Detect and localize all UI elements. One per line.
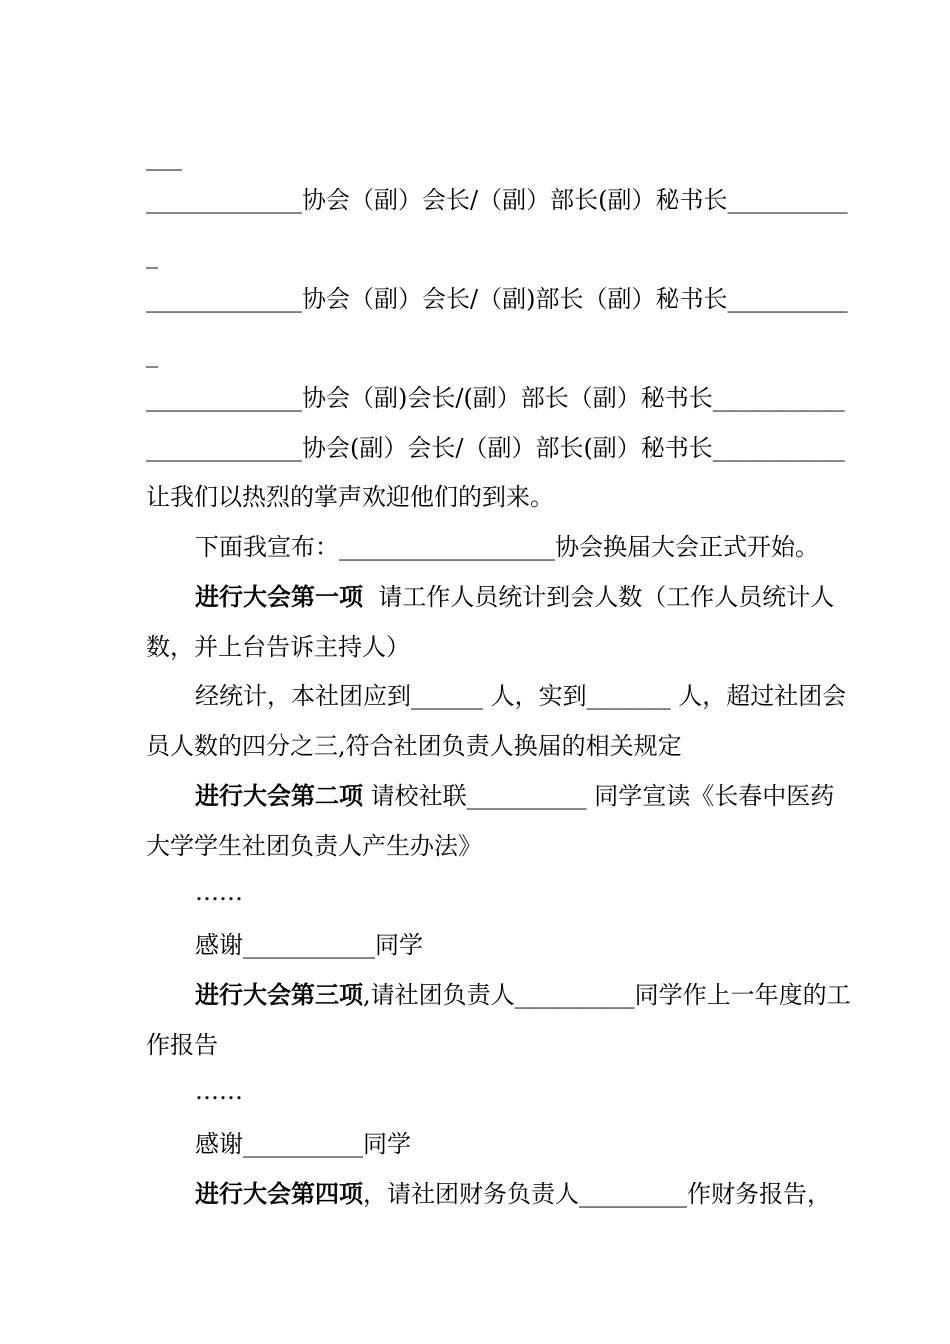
agenda-heading: 进行大会第四项 — [195, 1179, 363, 1208]
agenda-text: 请工作人员统计到会人数（工作人员统计人 — [363, 583, 835, 611]
text-line: 经统计，本社团应到______ 人，实到_______ 人，超过社团会 — [195, 682, 847, 710]
text-line: _____________协会(副）会长/（副）部长(副）秘书长___________ — [146, 434, 845, 462]
text-line: 感谢___________同学 — [195, 931, 423, 959]
text-line: _____________协会（副）会长/（副)部长（副）秘书长__________ — [146, 285, 848, 313]
text-line: 大学学生社团负责人产生办法》 — [146, 832, 482, 860]
agenda-text: ，请社团财务负责人_________作财务报告， — [363, 1180, 831, 1208]
text-line: _ — [146, 241, 158, 269]
text-line: 让我们以热烈的掌声欢迎他们的到来。 — [146, 483, 554, 511]
agenda-item-2 — [195, 781, 834, 811]
text-line: 数，并上台告诉主持人） — [146, 633, 410, 661]
text-line: 感谢__________同学 — [195, 1130, 411, 1158]
text-line: _____________协会（副)会长/(副）部长（副）秘书长___________ — [146, 384, 845, 412]
agenda-heading: 进行大会第三项 — [195, 980, 363, 1009]
text-line: 作报告 — [146, 1031, 218, 1059]
text-line: …… — [195, 878, 243, 906]
agenda-item-1 — [195, 582, 834, 612]
agenda-heading: 进行大会第一项 — [195, 582, 363, 611]
text-line: …… — [195, 1077, 243, 1105]
agenda-heading: 进行大会第二项 — [195, 781, 363, 810]
text-line: 下面我宣布：__________________协会换届大会正式开始。 — [195, 533, 819, 561]
text-line: ___ — [146, 143, 182, 171]
text-line: 员人数的四分之三,符合社团负责人换届的相关规定 — [146, 732, 682, 760]
agenda-text: 请校社联__________ 同学宣读《长春中医药 — [363, 782, 835, 810]
text-line: _____________协会（副）会长/（副）部长(副）秘书长__________ — [146, 186, 848, 214]
agenda-text: ,请社团负责人__________同学作上一年度的工 — [363, 981, 851, 1009]
agenda-item-4 — [195, 1179, 831, 1209]
text-line: _ — [146, 340, 158, 368]
agenda-item-3 — [195, 980, 851, 1010]
